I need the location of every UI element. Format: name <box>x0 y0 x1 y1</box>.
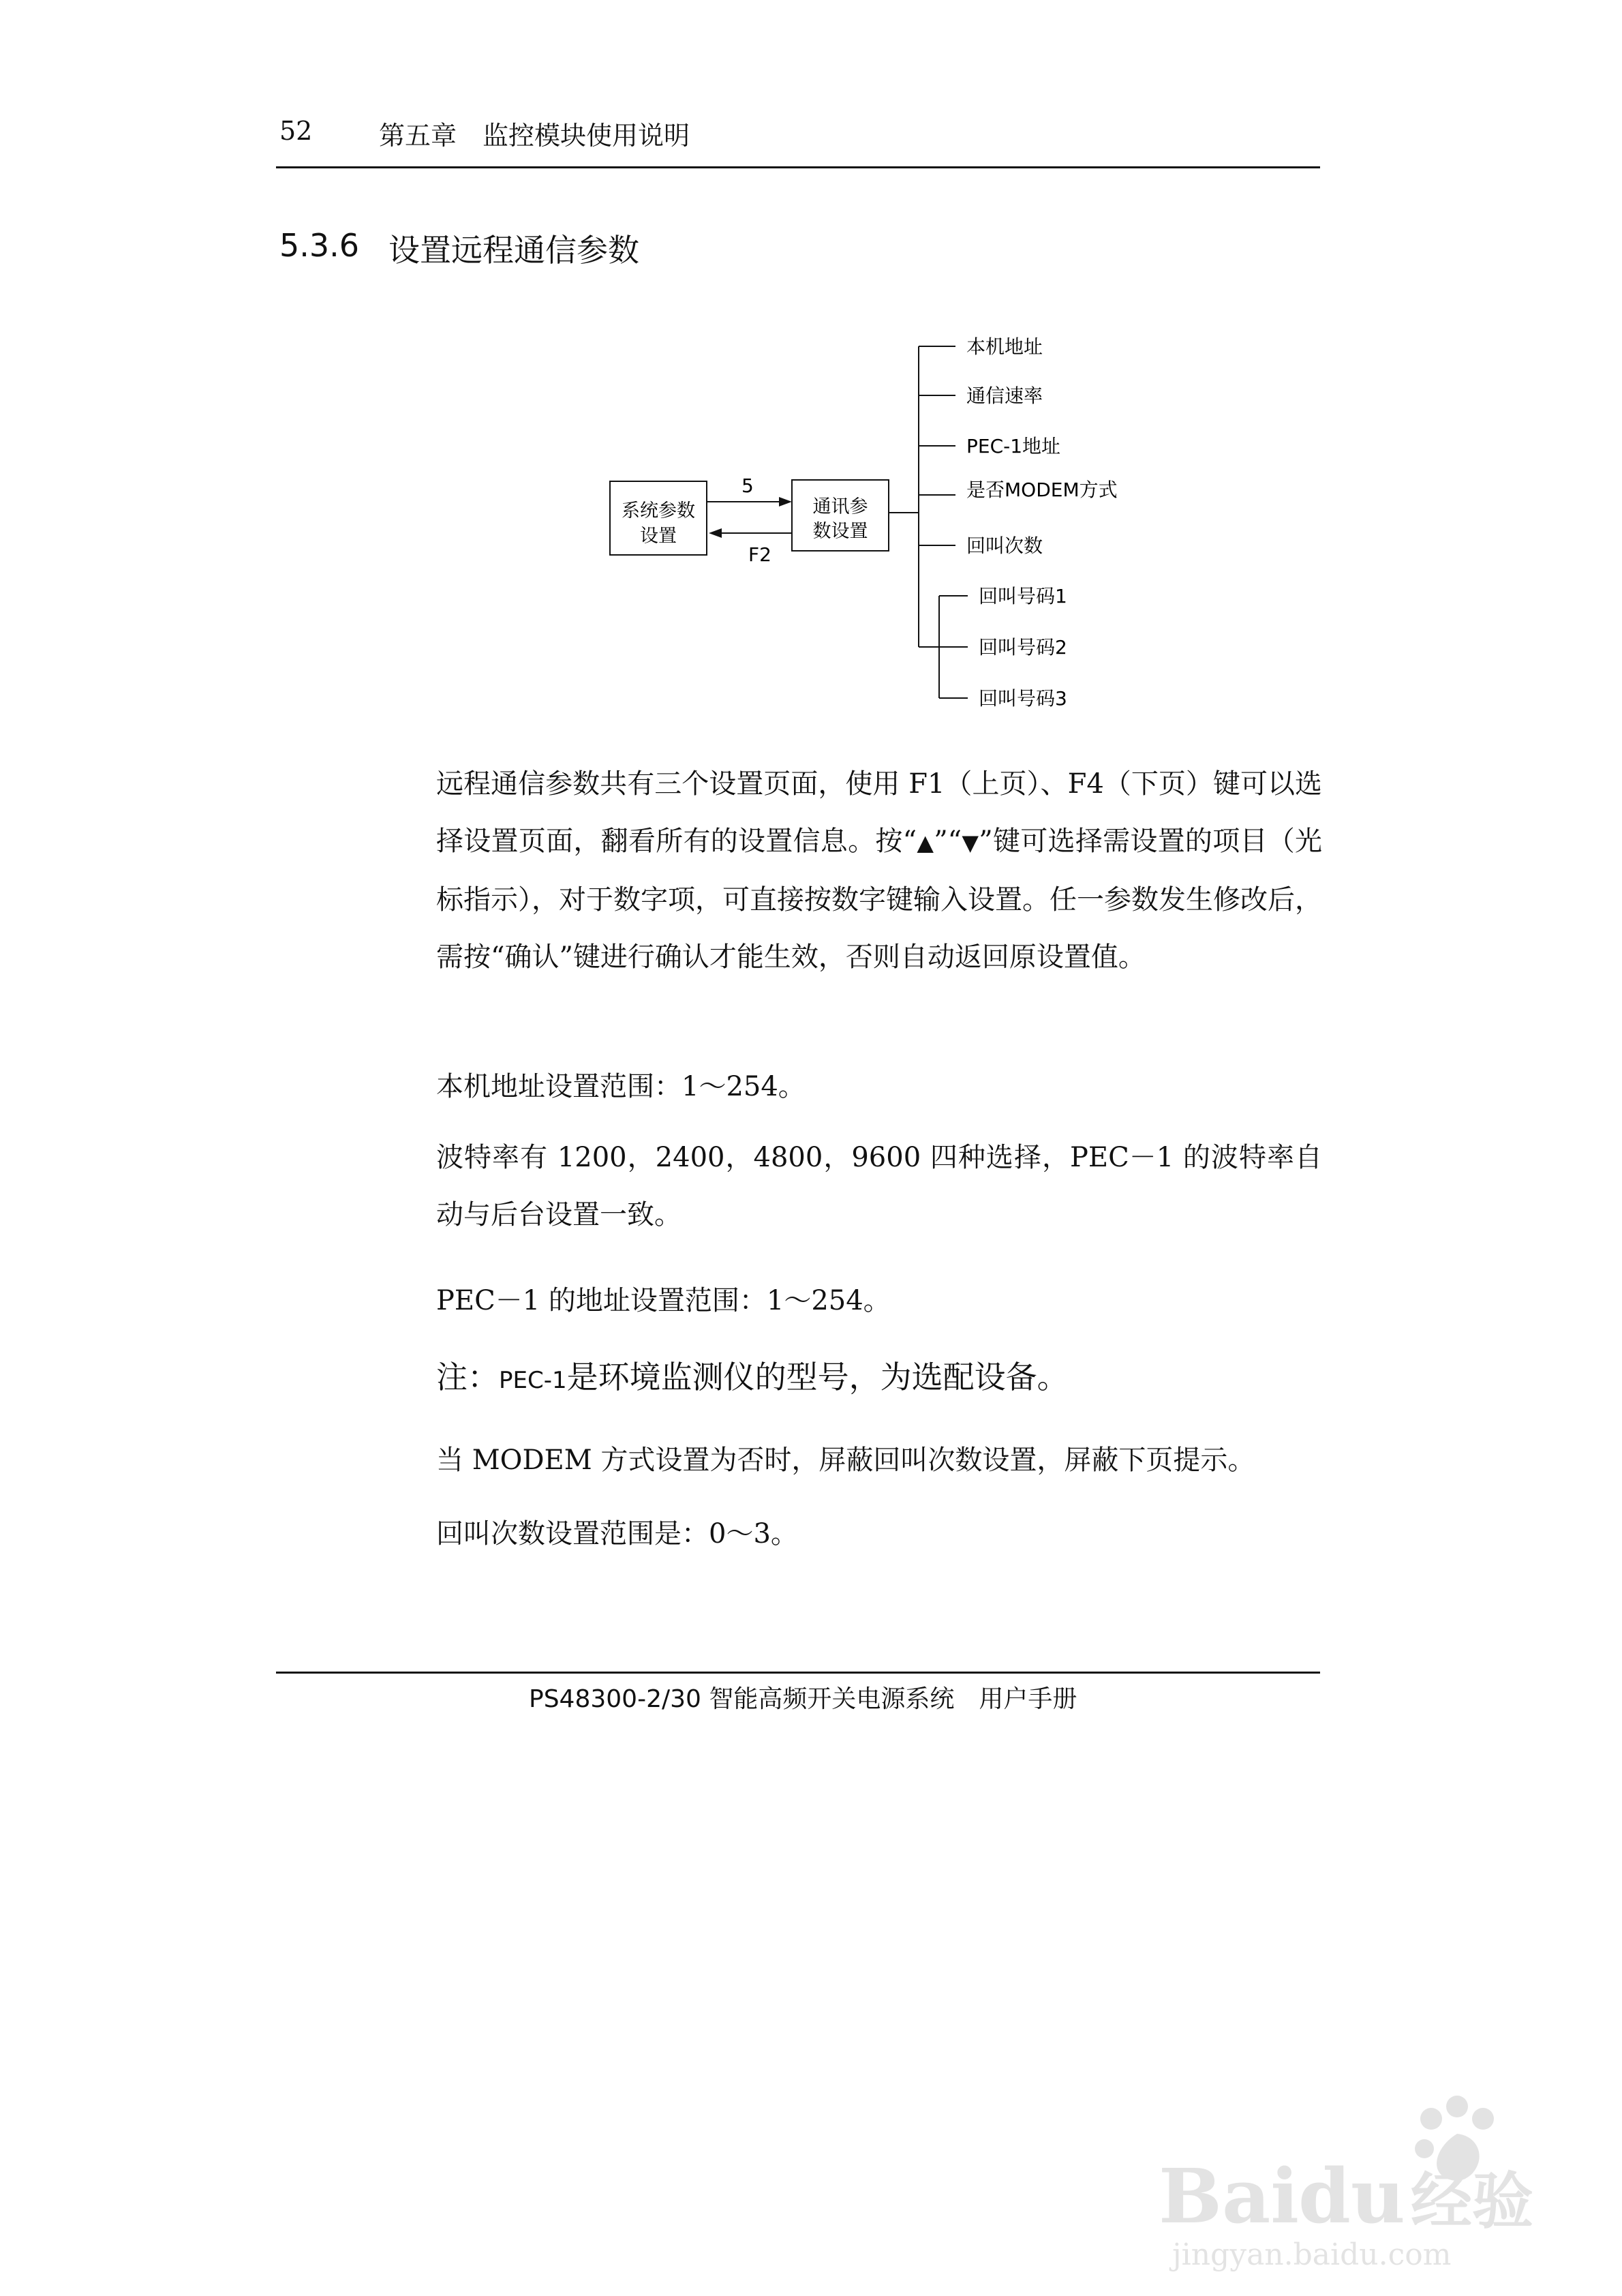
back-arrow-label: F2 <box>748 543 771 566</box>
svg-text:Bai: Bai <box>1159 2152 1300 2240</box>
intro-text-c: ”键可选择需设置的项目（光标指示），对于数字项，可直接按数字键输入设置。任一参数发生修改后，需按“确认”键进行确认才能生效，否则自动返回原设置值。 <box>436 826 1323 973</box>
footer-model: PS48300-2/30 <box>529 1685 701 1713</box>
chapter-title: 第五章 监控模块使用说明 <box>379 121 690 151</box>
footer-rule <box>276 1672 1320 1674</box>
note-prefix: 注： <box>436 1359 499 1395</box>
footer-text <box>529 1680 1077 1715</box>
section-title: 设置远程通信参数 <box>388 232 639 269</box>
intro-paragraph <box>436 755 1322 986</box>
baud-paragraph <box>436 1129 1322 1243</box>
item-pec-address: PEC-1地址 <box>966 435 1061 457</box>
intro-text-a: 远程通信参数共有三个设置页面，使用 F1（上页）、F4（下页）键可以选择设置页面，翻看所有的设置信息。按“ <box>436 768 1322 857</box>
system-params-box-line2: 设置 <box>640 526 677 547</box>
note-line <box>436 1353 1069 1398</box>
baud-text: 波特率有 1200，2400，4800，9600 四种选择，PEC－1 的波特率自动与后台设置一致。 <box>436 1142 1322 1230</box>
baidu-watermark-logo <box>1152 2086 1554 2277</box>
sub-item-callback-number-1: 回叫号码1 <box>979 585 1067 607</box>
note-rest: 是环境监测仪的型号，为选配设备。 <box>566 1359 1069 1395</box>
svg-text:jingyan.baidu.com: jingyan.baidu.com <box>1172 2237 1452 2272</box>
forward-arrow-head <box>779 497 792 507</box>
modem-line: 当 MODEM 方式设置为否时，屏蔽回叫次数设置，屏蔽下页提示。 <box>436 1445 1255 1476</box>
item-modem-mode: 是否MODEM方式 <box>966 479 1118 501</box>
menu-diagram <box>0 0 1622 736</box>
comm-params-box-line1: 通讯参 <box>812 496 868 517</box>
callback-range-line: 回叫次数设置范围是：0～3。 <box>436 1518 798 1550</box>
svg-text:经验: 经验 <box>1411 2165 1533 2237</box>
item-local-address: 本机地址 <box>966 335 1043 358</box>
up-arrow-icon: ▲ <box>917 830 934 856</box>
sub-item-callback-number-2: 回叫号码2 <box>979 636 1067 659</box>
page-number: 52 <box>279 116 313 146</box>
address-range-line: 本机地址设置范围：1～254。 <box>436 1071 806 1102</box>
intro-text-b: ”“ <box>934 826 962 857</box>
comm-params-box-line2: 数设置 <box>812 521 868 542</box>
item-comm-rate: 通信速率 <box>966 384 1043 407</box>
sub-item-callback-number-3: 回叫号码3 <box>979 687 1067 710</box>
section-number: 5.3.6 <box>279 227 360 264</box>
svg-text:du: du <box>1298 2152 1405 2240</box>
down-arrow-icon: ▼ <box>962 830 979 856</box>
pec-range-line: PEC－1 的地址设置范围：1～254。 <box>436 1285 891 1316</box>
item-callback-count: 回叫次数 <box>966 534 1043 557</box>
system-params-box-line1: 系统参数 <box>622 500 695 522</box>
note-model: PEC-1 <box>499 1367 567 1394</box>
forward-arrow-label: 5 <box>741 474 754 497</box>
back-arrow-head <box>709 528 722 538</box>
footer-title: 智能高频开关电源系统 用户手册 <box>709 1685 1077 1713</box>
